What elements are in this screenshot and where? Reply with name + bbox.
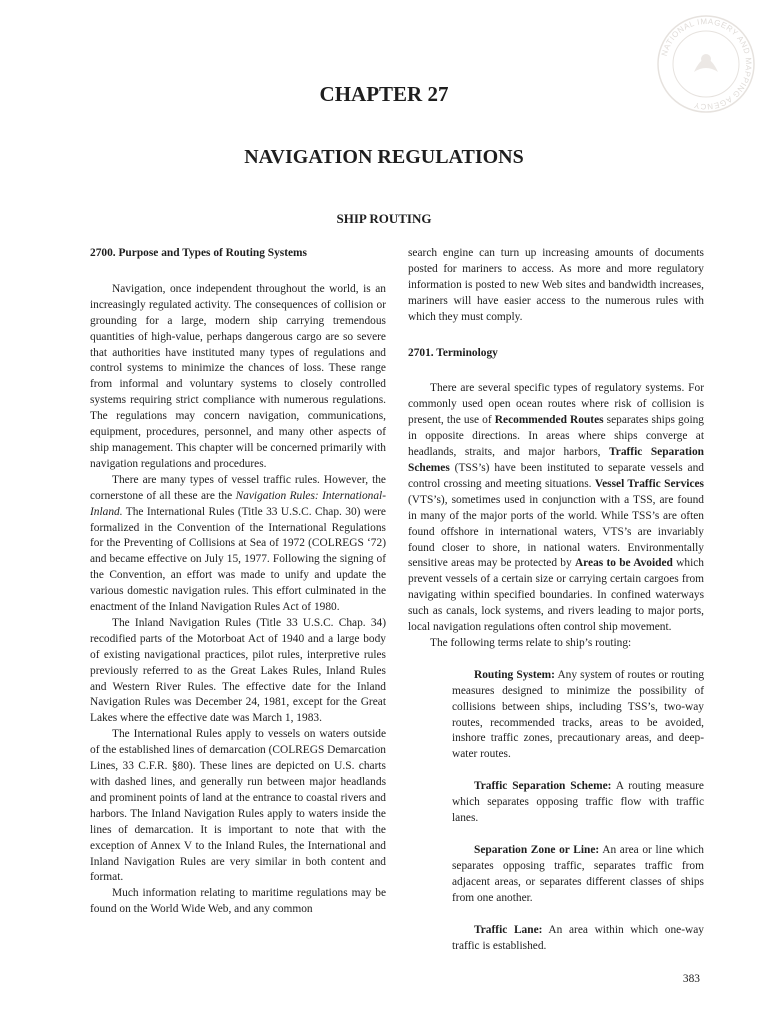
paragraph: There are many types of vessel traffic rules. However, the cornerstone of all these are the Navigation Rules: International-Inland. The International Rules (Title 33 U.S.C. Chap. 30) were formalized in the Convention of the International Regulations for the Preventing of Collisions at Sea of 1972 (COLREGS ‘72) and became effective on July 15, 1977. Following the signing of the Convention, an effort was made to unify and update the various domestic navigation rules. This effort culminated in the enactment of the Inland Navigation Rules Act of 1980. — [90, 473, 386, 614]
definition-item: Traffic Separation Scheme: A routing measure which separates opposing traffic flow with traffic lanes. — [452, 780, 704, 825]
seal-text: NATIONAL IMAGERY AND MAPPING AGENCY — [659, 16, 754, 112]
section-2700-heading: 2700. Purpose and Types of Routing Systems — [90, 247, 307, 259]
definition-item: Separation Zone or Line: An area or line which separates opposing traffic, separates traffic from adjacent areas, or separates different classes of ships from one another. — [452, 844, 704, 904]
definition-list — [430, 668, 704, 955]
paragraph: Much information relating to maritime regulations may be found on the World Wide Web, and any common — [90, 887, 386, 916]
page-number: 383 — [682, 973, 700, 985]
term-vessel-traffic-services: Vessel Traffic Services — [594, 477, 704, 490]
eagle-head-icon — [701, 54, 711, 64]
section-2701-heading: 2701. Terminology — [408, 346, 498, 359]
paragraph: Navigation, once independent throughout the world, is an increasingly regulated activity. The consequences of collision or grounding for a large, modern ship carrying tremendous quantities of high-value, perhaps dangerous cargo are so severe that authorities have instituted many types of regulations and control systems to minimize the chances of loss. These range from informal and voluntary systems to closely controlled systems requiring strict compliance with numerous regulations. The regulations may concern navigation, communications, equipment, procedures, personnel, and many other aspects of ship management. This chapter will be concerned primarily with navigation regulations and procedures. — [90, 282, 386, 470]
term-recommended-routes: Recommended Routes — [494, 414, 604, 427]
section-heading: SHIP ROUTING — [336, 211, 432, 226]
chapter-title: NAVIGATION REGULATIONS — [244, 146, 524, 168]
paragraph-continued: search engine can turn up increasing amounts of documents posted for mariners to access. As more and more regulatory information is posted to new Web sites and bandwidth increases, mariners will have easier access to the numerous rules with which they must comply. — [408, 247, 704, 323]
left-column — [90, 246, 386, 918]
paragraph: There are several specific types of regulatory systems. For commonly used open ocean routes where risk of collision is present, the use of Recommended Routes separates ships going in opposite directions. In areas where ships converge at headlands, straits, and major harbors, Traffic Separation Schemes (TSS’s) have been instituted to separate vessels and control crossing and meeting situations. Vessel Traffic Services (VTS’s), sometimes used in conjunction with a TSS, are found in many of the major ports of the world. While TSS’s are often found offshore in international waters, VTS’s are invariably found closer to shore, in national waters. Environmentally sensitive areas may be protected by Areas to be Avoided which prevent vessels of a certain size or carrying certain cargoes from navigating within specified boundaries. In confined waterways such as canals, lock systems, and rivers leading to major ports, local navigation regulations often control ship movement. — [408, 382, 704, 634]
right-column — [408, 246, 704, 954]
term-traffic-separation-schemes: Traffic Separation Schemes — [408, 446, 704, 474]
term-areas-to-be-avoided: Areas to be Avoided — [574, 557, 673, 570]
paragraph: The Inland Navigation Rules (Title 33 U.S.C. Chap. 34) recodified parts of the Motorboat Act of 1940 and a large body of existing navigational practices, pilot rules, interpretive rules previously referred to as the Great Lakes Rules, Inland Rules and Western River Rules. The effective date for the Inland Navigation Rules was December 24, 1981, except for the Great Lakes where the effective date was March 1, 1983. — [90, 616, 386, 725]
chapter-number: CHAPTER 27 — [319, 82, 449, 106]
definition-item: Routing System: Any system of routes or routing measures designed to minimize the possibility of collisions between ships, including TSS’s, two-way routes, recommended tracks, areas to be avoided, inshore traffic zones, precautionary areas, and deep-water routes. — [452, 668, 705, 761]
paragraph: The following terms relate to ship’s routing: — [430, 636, 632, 649]
paragraph: The International Rules apply to vessels on waters outside of the established lines of demarcation (COLREGS Demarcation Lines, 33 C.F.R. §80). These lines are depicted on U.S. charts with dashed lines, and generally run between major headlands and prominent points of land at the entrance to coastal rivers and harbors. The Inland Navigation Rules apply to waters inside the lines of demarcation. It is important to note that with the exception of Annex V to the Inland Rules, the International and Inland Navigation Rules are very similar in both content and format. — [90, 728, 386, 884]
italic-title: Navigation Rules: International-Inland. — [90, 489, 386, 518]
definition-item: Traffic Lane: An area within which one-way traffic is established. — [452, 923, 704, 952]
